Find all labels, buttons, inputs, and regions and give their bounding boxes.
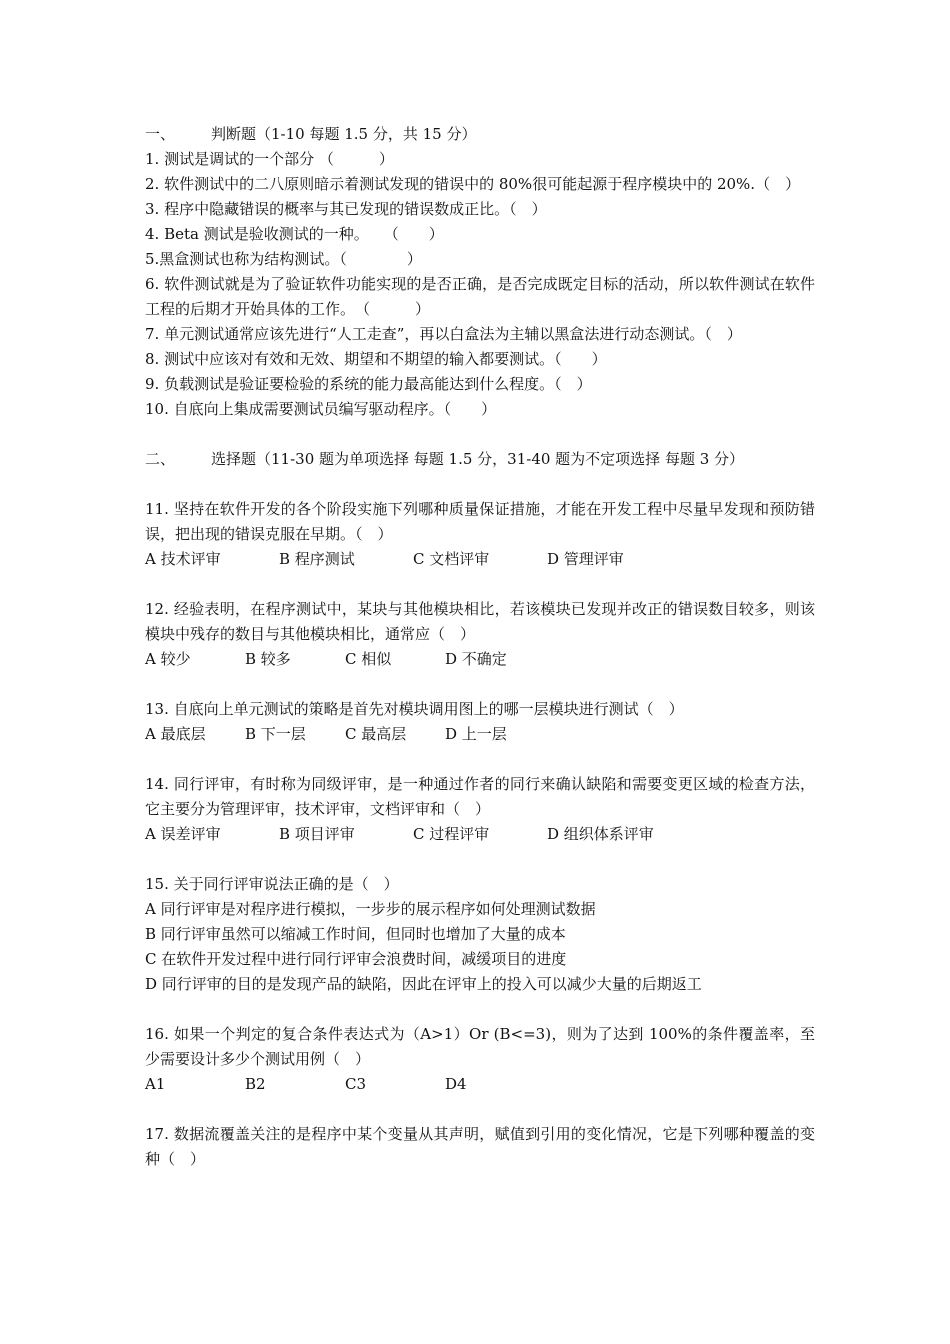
tf-question-7: 7. 单元测试通常应该先进行“人工走查”，再以白盒法为主辅以黑盒法进行动态测试。（ ） bbox=[145, 325, 742, 343]
spacer bbox=[145, 422, 815, 447]
spacer bbox=[145, 672, 815, 697]
option-a: A 技术评审 bbox=[145, 550, 221, 568]
option-b: B 下一层 bbox=[245, 725, 306, 743]
question-14: 14. 同行评审，有时称为同级评审，是一种通过作者的同行来确认缺陷和需要变更区域的检查方法，它主要分为管理评审，技术评审，文档评审和（ ） bbox=[145, 775, 815, 818]
option-c: C 过程评审 bbox=[413, 825, 490, 843]
document-content bbox=[145, 122, 815, 1172]
spacer bbox=[145, 472, 815, 497]
question-15: 15. 关于同行评审说法正确的是（ ） bbox=[145, 875, 399, 893]
option-a: A 误差评审 bbox=[145, 825, 221, 843]
option-c: C3 bbox=[345, 1075, 367, 1093]
option-c: C 文档评审 bbox=[413, 550, 490, 568]
option-c: C 在软件开发过程中进行同行评审会浪费时间，减缓项目的进度 bbox=[145, 950, 567, 968]
option-a: A 较少 bbox=[145, 650, 191, 668]
tf-question-10: 10. 自底向上集成需要测试员编写驱动程序。（ ） bbox=[145, 400, 497, 418]
question-16-options bbox=[145, 1072, 815, 1097]
tf-question-2: 2. 软件测试中的二八原则暗示着测试发现的错误中的 80%很可能起源于程序模块中的 20%.（ ） bbox=[145, 175, 801, 193]
tf-question-3: 3. 程序中隐藏错误的概率与其已发现的错误数成正比。（ ） bbox=[145, 200, 547, 218]
question-11-options bbox=[145, 547, 815, 572]
spacer bbox=[145, 1097, 815, 1122]
section1-title: 判断题（1-10 每题 1.5 分，共 15 分） bbox=[211, 125, 477, 143]
option-b: B2 bbox=[245, 1075, 266, 1093]
spacer bbox=[145, 997, 815, 1022]
option-c: C 最高层 bbox=[345, 725, 407, 743]
spacer bbox=[145, 847, 815, 872]
section1-number: 一、 bbox=[145, 125, 176, 143]
option-b: B 程序测试 bbox=[279, 550, 355, 568]
option-d: D4 bbox=[445, 1075, 467, 1093]
spacer bbox=[145, 747, 815, 772]
tf-question-8: 8. 测试中应该对有效和无效、期望和不期望的输入都要测试。（ ） bbox=[145, 350, 607, 368]
tf-question-6: 6. 软件测试就是为了验证软件功能实现的是否正确，是否完成既定目标的活动，所以软件测试在软件工程的后期才开始具体的工作。 （ ） bbox=[145, 275, 815, 318]
question-12: 12. 经验表明，在程序测试中，某块与其他模块相比，若该模块已发现并改正的错误数目较多，则该模块中残存的数目与其他模块相比，通常应（ ） bbox=[145, 600, 815, 643]
option-d: D 不确定 bbox=[445, 650, 507, 668]
section2-title: 选择题（11-30 题为单项选择 每题 1.5 分，31-40 题为不定项选择 每题 3 分） bbox=[211, 450, 745, 468]
option-a: A 同行评审是对程序进行模拟，一步步的展示程序如何处理测试数据 bbox=[145, 900, 596, 918]
section1-heading bbox=[145, 122, 815, 147]
spacer bbox=[145, 572, 815, 597]
option-d: D 上一层 bbox=[445, 725, 507, 743]
question-12-options bbox=[145, 647, 815, 672]
question-16: 16. 如果一个判定的复合条件表达式为（A>1）Or (B<=3)，则为了达到 100%的条件覆盖率，至少需要设计多少个测试用例（ ） bbox=[145, 1025, 815, 1068]
option-b: B 同行评审虽然可以缩减工作时间，但同时也增加了大量的成本 bbox=[145, 925, 566, 943]
option-d: D 组织体系评审 bbox=[547, 825, 654, 843]
question-13-options bbox=[145, 722, 815, 747]
question-13: 13. 自底向上单元测试的策略是首先对模块调用图上的哪一层模块进行测试（ ） bbox=[145, 700, 684, 718]
question-17: 17. 数据流覆盖关注的是程序中某个变量从其声明，赋值到引用的变化情况，它是下列哪种覆盖的变种（ ） bbox=[145, 1125, 815, 1168]
option-d: D 同行评审的目的是发现产品的缺陷，因此在评审上的投入可以减少大量的后期返工 bbox=[145, 975, 702, 993]
option-d: D 管理评审 bbox=[547, 550, 624, 568]
tf-question-4: 4. Beta 测试是验收测试的一种。 （ ） bbox=[145, 225, 444, 243]
question-14-options bbox=[145, 822, 815, 847]
tf-question-1: 1. 测试是调试的一个部分 （ ） bbox=[145, 150, 394, 168]
option-a: A 最底层 bbox=[145, 725, 206, 743]
option-c: C 相似 bbox=[345, 650, 392, 668]
question-11: 11. 坚持在软件开发的各个阶段实施下列哪种质量保证措施，才能在开发工程中尽量早发现和预防错误，把出现的错误克服在早期。（ ） bbox=[145, 500, 815, 543]
section2-number: 二、 bbox=[145, 450, 176, 468]
tf-question-5: 5.黑盒测试也称为结构测试。（ ） bbox=[145, 250, 422, 268]
option-b: B 项目评审 bbox=[279, 825, 355, 843]
tf-question-9: 9. 负载测试是验证要检验的系统的能力最高能达到什么程度。（ ） bbox=[145, 375, 592, 393]
option-b: B 较多 bbox=[245, 650, 291, 668]
section2-heading bbox=[145, 447, 815, 472]
option-a: A1 bbox=[145, 1075, 166, 1093]
